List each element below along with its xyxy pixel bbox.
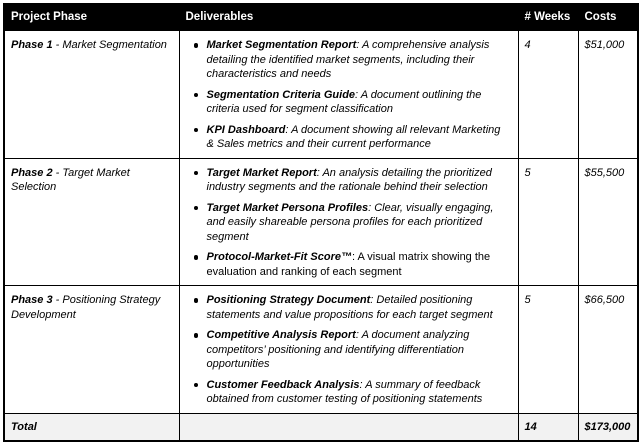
deliverable-desc: : Clear, visually engaging, and easily shareable persona profiles for each prioritized segment — [206, 201, 494, 243]
deliverables-list — [180, 159, 518, 286]
phase-3-deliverables-cell — [179, 286, 518, 414]
deliverable-desc: : Detailed positioning statements and value propositions for each target segment — [206, 294, 493, 321]
list-item — [180, 328, 510, 372]
phase-2-label: Phase 2 — [11, 166, 53, 179]
header-deliverables: Deliverables — [179, 4, 518, 31]
deliverable-desc: : A summary of feedback obtained from customer testing of positioning statements — [206, 378, 483, 405]
bullet-marker — [194, 383, 199, 388]
project-phases-table — [3, 3, 639, 442]
deliverable-name: Segmentation Criteria Guide — [206, 88, 356, 101]
phase-1-weeks: 4 — [518, 31, 578, 159]
phase-2-weeks: 5 — [518, 158, 578, 286]
deliverable-desc: : A document showing all relevant Marketing & Sales metrics and their current performance — [206, 123, 501, 150]
list-item — [180, 378, 510, 407]
phase-3-weeks: 5 — [518, 286, 578, 414]
list-item — [180, 201, 510, 245]
deliverables-list — [180, 286, 518, 413]
list-item — [180, 88, 510, 117]
deliverable-desc: : A comprehensive analysis detailing the identified market segments, including their characteristics and needs — [206, 39, 490, 80]
total-label: Total — [4, 413, 179, 441]
deliverable-desc: : A document outlining the criteria used for segment classification — [206, 88, 482, 115]
header-project-phase: Project Phase — [4, 4, 179, 31]
deliverable-name: Competitive Analysis Report — [206, 329, 356, 341]
phase-1-deliverables-cell — [179, 31, 518, 159]
bullet-marker — [194, 93, 199, 98]
table-row-phase-1 — [4, 31, 638, 159]
deliverable-name: Market Segmentation Report — [206, 39, 357, 51]
bullet-marker — [194, 171, 199, 176]
table-row-phase-2 — [4, 158, 638, 286]
deliverable-desc: : A document analyzing competitors’ positioning and identifying differentiation opportunities — [206, 329, 470, 370]
bullet-marker — [194, 333, 199, 338]
phase-1-title: - Market Segmentation — [52, 39, 167, 51]
table-row-phase-3 — [4, 286, 638, 414]
phase-3-label: Phase 3 — [11, 294, 53, 306]
header-costs: Costs — [578, 4, 638, 31]
list-item — [180, 293, 510, 322]
phase-1-name-cell — [4, 31, 179, 159]
deliverable-name: KPI Dashboard — [206, 123, 286, 136]
deliverable-name: Positioning Strategy Document — [206, 294, 371, 306]
phase-2-title: - Target Market Selection — [11, 166, 130, 193]
total-deliverables-empty — [179, 413, 518, 441]
total-weeks: 14 — [518, 413, 578, 441]
list-item — [180, 123, 510, 152]
bullet-marker — [194, 43, 199, 48]
table-header-row — [4, 4, 638, 31]
deliverable-name: Target Market Report — [206, 166, 317, 179]
list-item — [180, 250, 510, 279]
bullet-marker — [194, 255, 199, 260]
deliverable-name: Protocol-Market-Fit Score™ — [206, 251, 352, 263]
list-item — [180, 166, 510, 195]
deliverable-name: Target Market Persona Profiles — [206, 201, 369, 214]
total-costs: $173,000 — [578, 413, 638, 441]
deliverable-name: Customer Feedback Analysis — [206, 378, 360, 391]
phase-1-costs: $51,000 — [578, 31, 638, 159]
list-item — [180, 38, 510, 82]
deliverables-list — [180, 31, 518, 158]
bullet-marker — [194, 128, 199, 133]
phase-3-title: - Positioning Strategy Development — [11, 294, 161, 321]
phase-3-costs: $66,500 — [578, 286, 638, 414]
phase-3-name-cell — [4, 286, 179, 414]
phase-2-costs: $55,500 — [578, 158, 638, 286]
phase-2-name-cell — [4, 158, 179, 286]
phase-2-deliverables-cell — [179, 158, 518, 286]
deliverable-desc: : A visual matrix showing the evaluation and ranking of each segment — [206, 251, 491, 278]
bullet-marker — [194, 206, 199, 211]
bullet-marker — [194, 298, 199, 303]
header-weeks: # Weeks — [518, 4, 578, 31]
phase-1-label: Phase 1 — [11, 39, 53, 51]
deliverable-desc: : An analysis detailing the prioritized industry segments and the rationale behind their selection — [206, 166, 492, 193]
table-row-total — [4, 413, 638, 441]
